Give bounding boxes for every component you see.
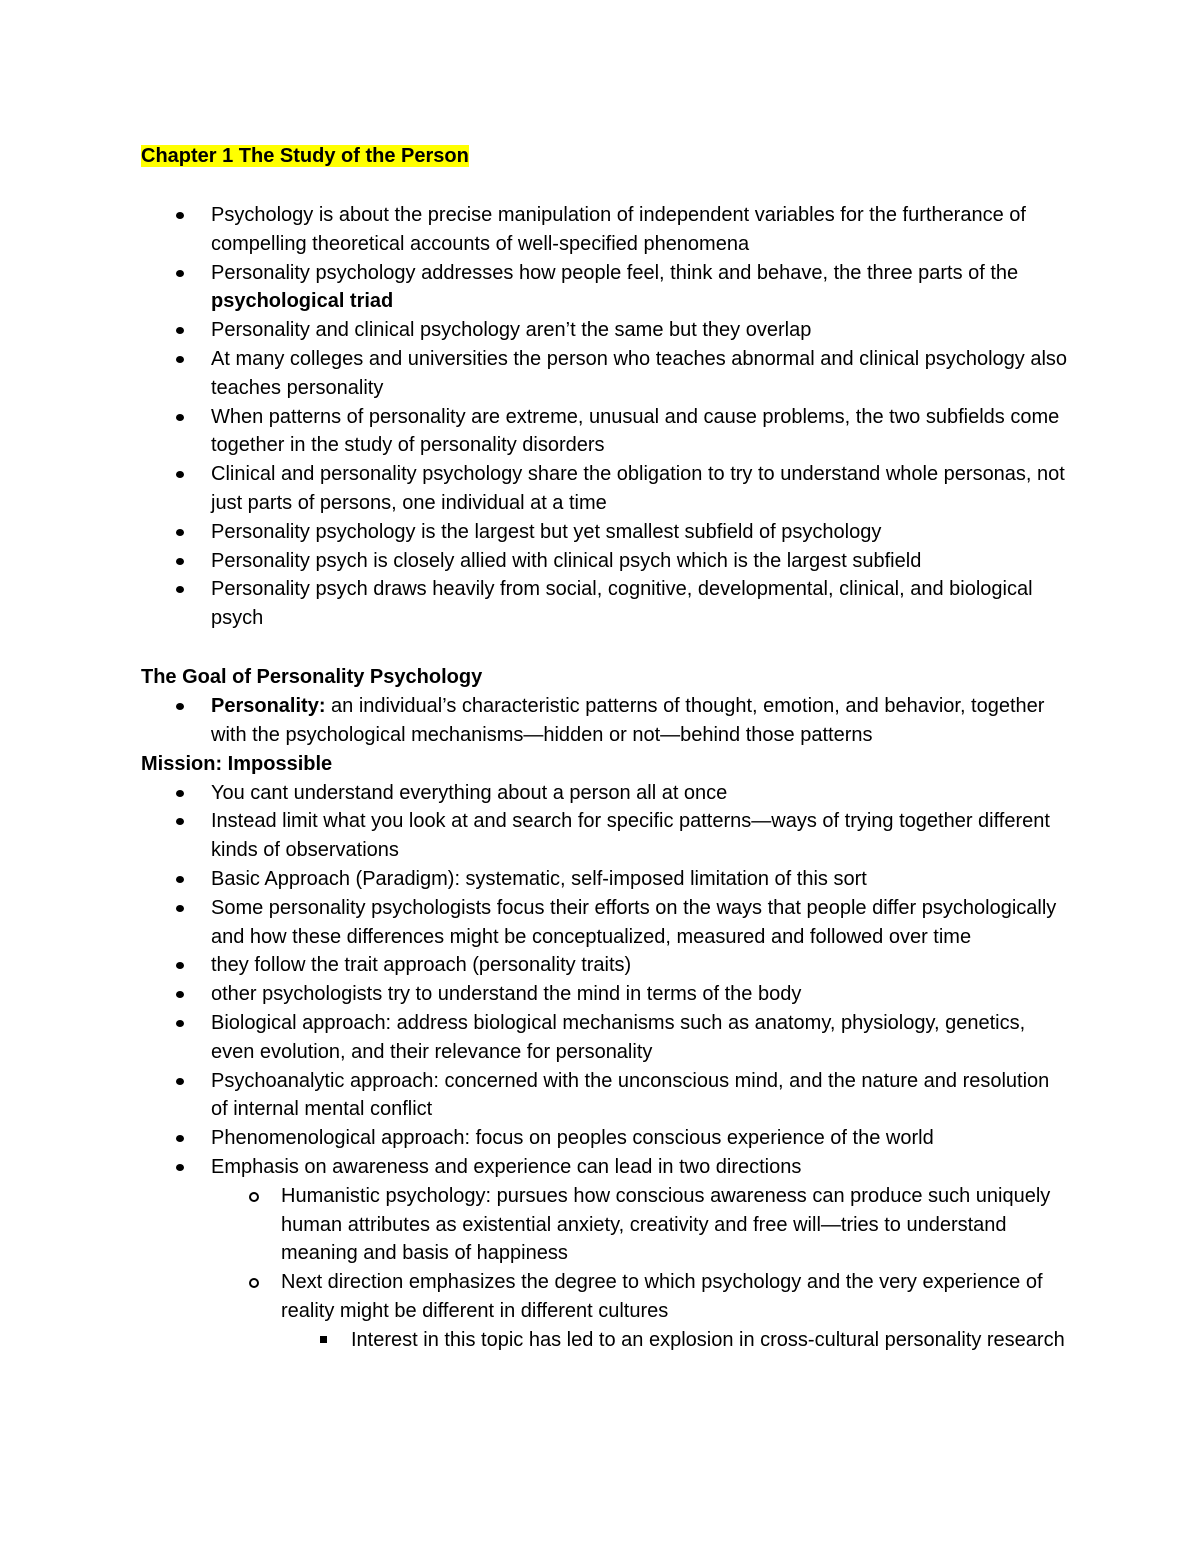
personality-definition: an individual’s characteristic patterns of thought, emotion, and behavior, together with the psychological mechanisms—hidden or not—behind those patterns bbox=[211, 694, 1045, 746]
list-item: Instead limit what you look at and search for specific patterns—ways of trying together different kinds of observations bbox=[141, 807, 1071, 865]
list-item: Clinical and personality psychology share the obligation to try to understand whole personas, not just parts of persons, one individual at a time bbox=[141, 460, 1071, 518]
list-item: You cant understand everything about a person all at once bbox=[141, 779, 1071, 808]
section-heading-mission: Mission: Impossible bbox=[141, 752, 333, 775]
list-item: they follow the trait approach (personality traits) bbox=[141, 951, 1071, 980]
list-item: Personality psych draws heavily from social, cognitive, developmental, clinical, and biological psych bbox=[141, 575, 1071, 633]
list-item: When patterns of personality are extreme, unusual and cause problems, the two subfields come together in the study of personality disorders bbox=[141, 403, 1071, 461]
list-item: Basic Approach (Paradigm): systematic, self-imposed limitation of this sort bbox=[141, 865, 1071, 894]
section3-list bbox=[141, 779, 1071, 1182]
subsublist-wrapper bbox=[211, 1326, 1071, 1355]
sublist bbox=[211, 1182, 1071, 1326]
list-item: Biological approach: address biological mechanisms such as anatomy, physiology, genetics, even evolution, and their relevance for personality bbox=[141, 1009, 1071, 1067]
subsublist bbox=[281, 1326, 1071, 1355]
list-item: Personality and clinical psychology aren’t the same but they overlap bbox=[141, 316, 1071, 345]
list-item-text: Personality psychology addresses how people feel, think and behave, the three parts of the bbox=[211, 261, 1019, 284]
list-item: other psychologists try to understand the mind in terms of the body bbox=[141, 980, 1071, 1009]
section-heading-goal: The Goal of Personality Psychology bbox=[141, 665, 483, 688]
list-item: Psychoanalytic approach: concerned with the unconscious mind, and the nature and resolution of internal mental conflict bbox=[141, 1067, 1071, 1125]
psychological-triad-term: psychological triad bbox=[211, 290, 394, 313]
list-item bbox=[141, 692, 1071, 750]
sublist-item: Humanistic psychology: pursues how conscious awareness can produce such uniquely human attributes as existential anxiety, creativity and free will—tries to understand meaning and basis of happiness bbox=[211, 1182, 1071, 1268]
personality-term: Personality: bbox=[211, 694, 326, 717]
sublist-item: Next direction emphasizes the degree to which psychology and the very experience of reality might be different in different cultures bbox=[211, 1268, 1071, 1326]
section2-list bbox=[141, 692, 1071, 750]
list-item: Psychology is about the precise manipulation of independent variables for the furtherance of compelling theoretical accounts of well-specified phenomena bbox=[141, 201, 1071, 259]
list-item: Phenomenological approach: focus on peoples conscious experience of the world bbox=[141, 1124, 1071, 1153]
list-item: At many colleges and universities the person who teaches abnormal and clinical psychology also teaches personality bbox=[141, 345, 1071, 403]
list-item: Personality psychology is the largest but yet smallest subfield of psychology bbox=[141, 518, 1071, 547]
chapter-heading bbox=[141, 142, 1071, 171]
chapter-heading-text: Chapter 1 The Study of the Person bbox=[141, 145, 469, 167]
sublist-wrapper bbox=[141, 1182, 1071, 1355]
list-item: Emphasis on awareness and experience can lead in two directions bbox=[141, 1153, 1071, 1182]
list-item: Personality psych is closely allied with clinical psych which is the largest subfield bbox=[141, 547, 1071, 576]
section1-list bbox=[141, 201, 1071, 633]
list-item bbox=[141, 259, 1071, 317]
document-page bbox=[141, 142, 1071, 1354]
list-item: Some personality psychologists focus their efforts on the ways that people differ psychologically and how these differences might be conceptualized, measured and followed over time bbox=[141, 894, 1071, 952]
subsublist-item: Interest in this topic has led to an explosion in cross-cultural personality research bbox=[281, 1326, 1071, 1355]
